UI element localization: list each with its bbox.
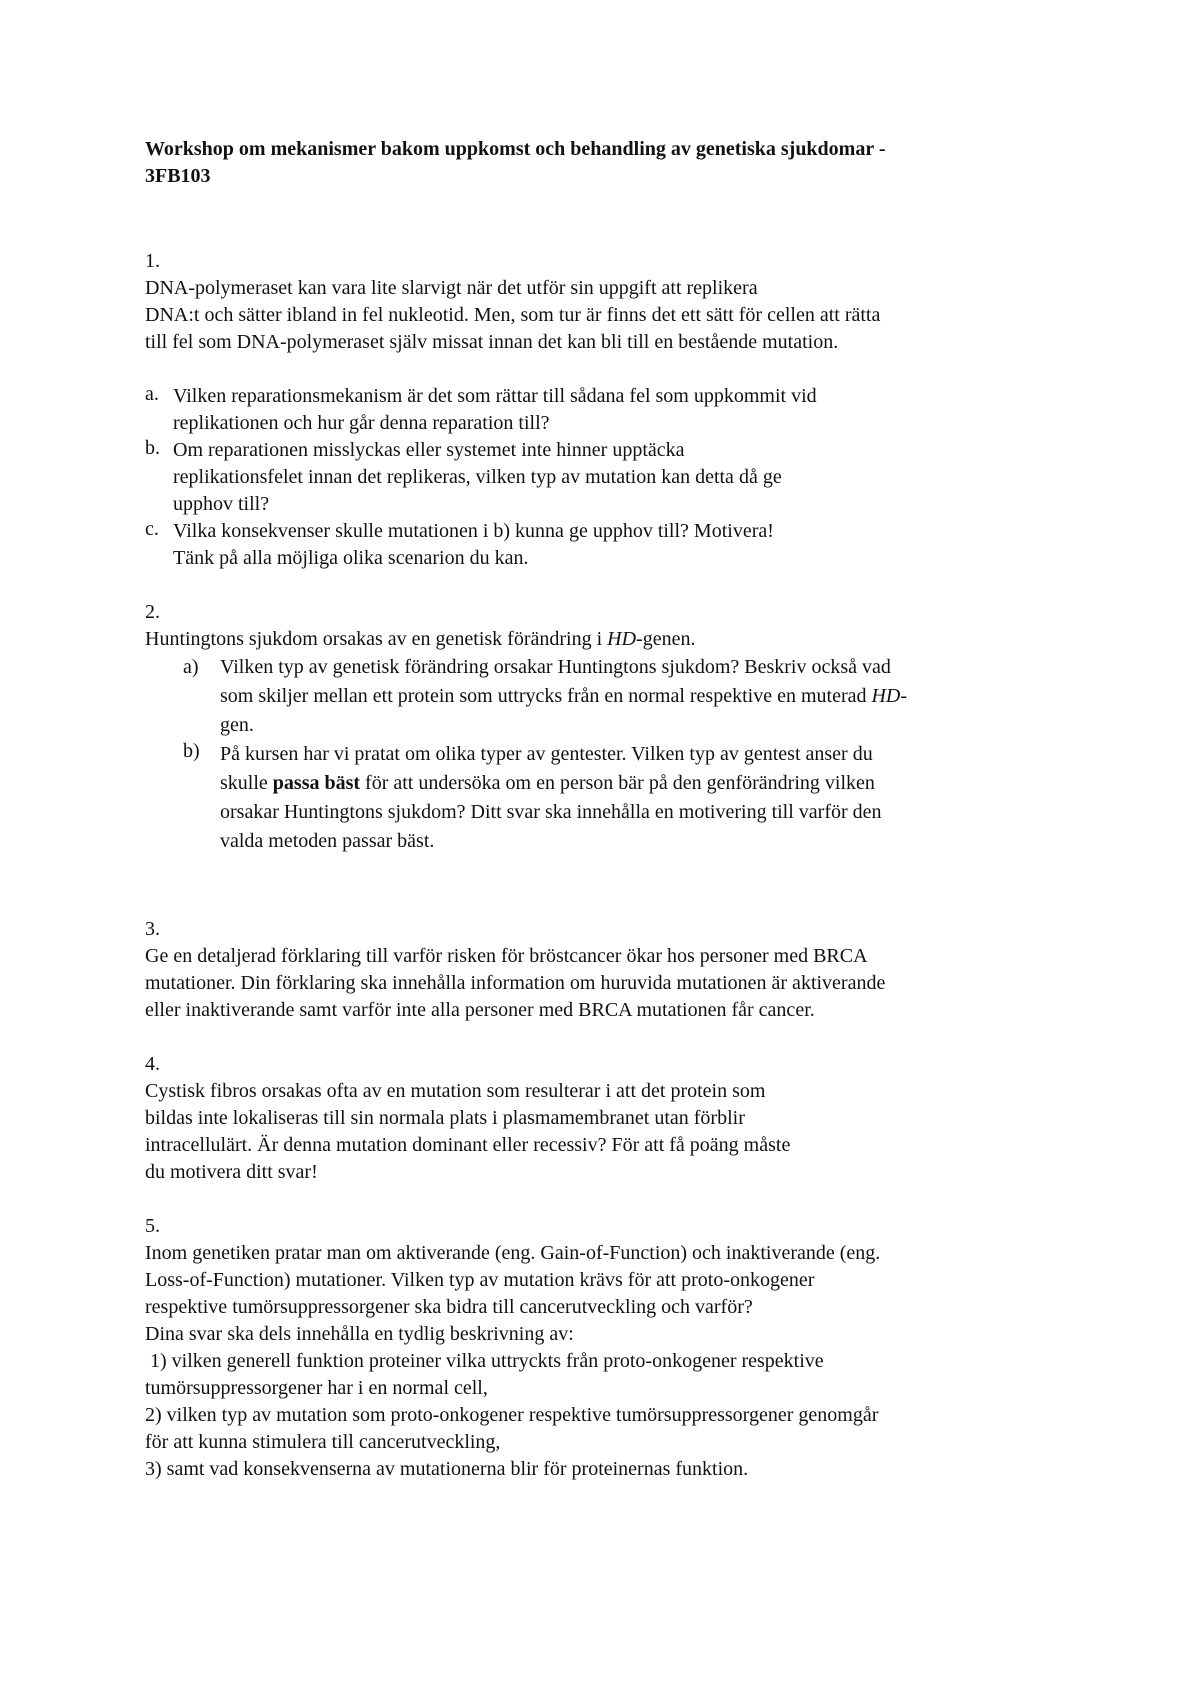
subquestion-1b [145,437,1065,518]
text-segment: för att undersöka om en person bär på den genförändring vilken [360,772,875,794]
subquestion-text-line: valda metoden passar bäst. [220,830,435,852]
subquestion-2b [145,740,1065,856]
question-text-line: 3) samt vad konsekvenserna av mutationerna blir för proteinernas funktion. [145,1458,749,1480]
question-number: 2. [145,601,160,623]
subquestion-text-line: Om reparationen misslyckas eller systemet inte hinner upptäcka [173,439,685,461]
subquestion-text-line: replikationsfelet innan det replikeras, vilken typ av mutation kan detta då ge [173,466,782,488]
subquestion-text-line [145,682,1065,711]
question-4 [145,1051,1065,1186]
subquestion-text-line [145,769,1065,798]
question-2 [145,599,1065,856]
question-text-line: DNA:t och sätter ibland in fel nukleotid. Men, som tur är finns det ett sätt för cellen att rätta [145,304,881,326]
subquestion-label: c. [145,518,159,540]
text-segment: som skiljer mellan ett protein som uttrycks från en normal respektive en muterad [220,685,872,707]
text-segment: skulle [220,772,273,794]
question-text-line: Dina svar ska dels innehålla en tydlig beskrivning av: [145,1323,574,1345]
question-number: 1. [145,250,160,272]
subquestion-1a [145,383,1065,437]
subquestion-2a [145,653,1065,740]
question-text-line: 2) vilken typ av mutation som proto-onkogener respektive tumörsuppressorgener genomgår [145,1404,879,1426]
subquestion-text-line: Vilken reparationsmekanism är det som rättar till sådana fel som uppkommit vid [173,385,817,407]
question-text-line: du motivera ditt svar! [145,1161,318,1183]
subquestion-text-line: Vilka konsekvenser skulle mutationen i b) kunna ge upphov till? Motivera! [173,520,774,542]
question-number: 3. [145,918,160,940]
subquestion-text-line: Vilken typ av genetisk förändring orsakar Huntingtons sjukdom? Beskriv också vad [220,656,891,678]
subquestion-label: b) [183,740,200,762]
question-text-line: Loss-of-Function) mutationer. Vilken typ av mutation krävs för att proto-onkogener [145,1269,815,1291]
gene-name: HD [607,628,637,650]
question-text-line: eller inaktiverande samt varför inte alla personer med BRCA mutationen får cancer. [145,999,815,1021]
text-segment: -genen. [636,628,696,650]
question-number: 4. [145,1053,160,1075]
subquestion-1c [145,518,1065,572]
question-text-line: Inom genetiken pratar man om aktiverande (eng. Gain-of-Function) och inaktiverande (eng. [145,1242,881,1264]
question-text-line: för att kunna stimulera till cancerutveckling, [145,1431,501,1453]
document-title [145,136,1065,190]
subquestion-label: a. [145,383,159,405]
question-text-line: Ge en detaljerad förklaring till varför risken för bröstcancer ökar hos personer med BRCA [145,945,868,967]
title-line: Workshop om mekanismer bakom uppkomst och behandling av genetiska sjukdomar - [145,138,886,160]
question-1 [145,248,1065,572]
question-text-line: till fel som DNA-polymeraset själv missat innan det kan bli till en bestående mutation. [145,331,839,353]
text-segment: - [900,685,908,707]
question-text-line: 1) vilken generell funktion proteiner vilka uttryckts från proto-onkogener respektive [145,1350,824,1372]
title-line: 3FB103 [145,165,211,187]
subquestion-text-line: gen. [220,714,254,736]
subquestion-text-line: På kursen har vi pratat om olika typer av gentester. Vilken typ av gentest anser du [220,743,873,765]
gene-name: HD [871,685,901,707]
question-text-line: intracellulärt. Är denna mutation dominant eller recessiv? För att få poäng måste [145,1134,791,1156]
document-page [145,136,1065,1483]
question-text-line: respektive tumörsuppressorgener ska bidra till cancerutveckling och varför? [145,1296,753,1318]
question-text-line: mutationer. Din förklaring ska innehålla information om huruvida mutationen är aktiverande [145,972,886,994]
subquestion-label: a) [183,656,199,678]
subquestion-text-line: orsakar Huntingtons sjukdom? Ditt svar ska innehålla en motivering till varför den [220,801,882,823]
question-number: 5. [145,1215,160,1237]
subquestion-text-line: replikationen och hur går denna reparation till? [173,412,550,434]
question-3 [145,916,1065,1024]
emphasis-text: passa bäst [272,772,361,794]
subquestion-text-line: Tänk på alla möjliga olika scenarion du kan. [173,547,529,569]
question-text-line: bildas inte lokaliseras till sin normala plats i plasmamembranet utan förblir [145,1107,745,1129]
question-text-line [145,626,1065,653]
question-text-line: DNA-polymeraset kan vara lite slarvigt när det utför sin uppgift att replikera [145,277,758,299]
subquestion-label: b. [145,437,160,459]
subquestion-text-line: upphov till? [173,493,270,515]
question-5 [145,1213,1065,1483]
question-text-line: Cystisk fibros orsakas ofta av en mutation som resulterar i att det protein som [145,1080,766,1102]
text-segment: Huntingtons sjukdom orsakas av en genetisk förändring i [145,628,608,650]
question-text-line: tumörsuppressorgener har i en normal cell, [145,1377,488,1399]
